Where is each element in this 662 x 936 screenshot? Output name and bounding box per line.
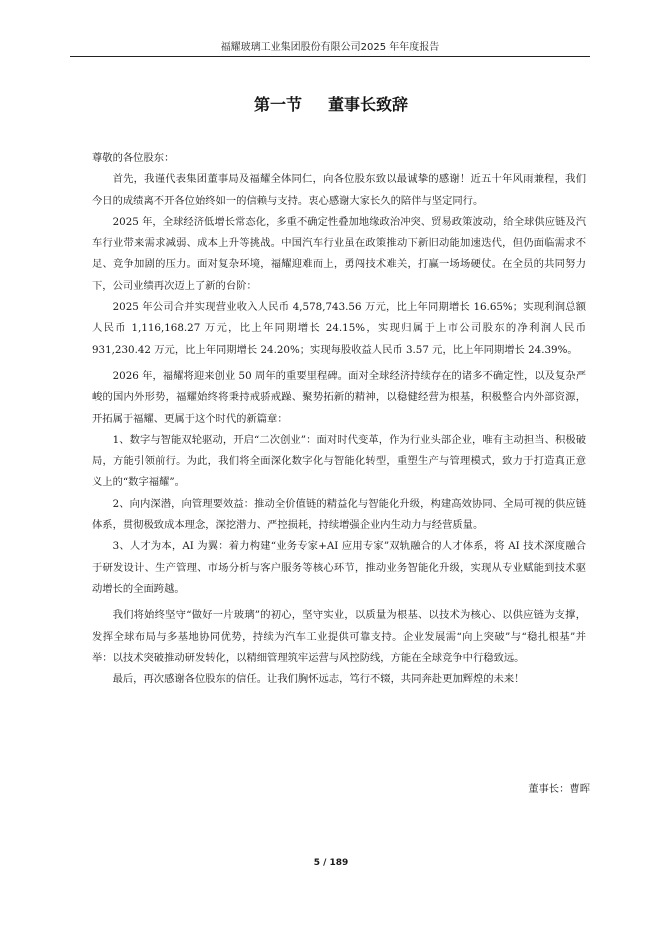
section-number: 第一节 <box>253 95 302 114</box>
paragraph-closing: 最后，再次感谢各位股东的信任。让我们胸怀远志，笃行不辍，共同奔赴更加辉煌的未来！ <box>112 673 525 686</box>
paragraph-point-3: 3、人才为本，AI 为翼：着力构建“业务专家+AI 应用专家”双轨融合的人才体系，将 AI 技术深度融合于研发设计、生产管理、市场分析与客户服务等核心环节，推动业务智能化升级，实现从专业赋能到技术驱动增长的全面跨越。 <box>92 540 586 595</box>
paragraph-commitment: 我们将始终坚守“做好一片玻璃”的初心，坚守实业，以质量为根基、以技术为核心、以供应链为支撑，发挥全球布局与多基地协同优势，持续为汽车工业提供可靠支持。企业发展需“向上突破”与“稳扎根基”并举：以技术突破推动研发转化，以精细管理筑牢运营与风控防线，方能在全球竞争中行稳致远。 <box>92 609 586 664</box>
paragraph-point-2: 2、向内深潜，向管理要效益：推动全价值链的精益化与智能化升级，构建高效协同、全局可视的供应链体系，贯彻极致成本理念，深挖潜力、严控损耗，持续增强企业内生动力与经营质量。 <box>92 497 586 532</box>
paragraph-results: 2025 年公司合并实现营业收入人民币 4,578,743.56 万元，比上年同期增长 16.65%；实现利润总额人民币 1,116,168.27 万元，比上年同期增长 24.15%，实现归属于上市公司股东的净利润人民币 931,230.42 万元，比上年同期增长 24.20%；实现每股收益人民币 3.57 元，比上年同期增长 24.39%。 <box>92 301 586 356</box>
letter-body <box>92 148 586 690</box>
signature: 董事长：曹晖 <box>528 783 590 795</box>
paragraph-environment: 2025 年，全球经济低增长常态化，多重不确定性叠加地缘政治冲突、贸易政策波动，给全球供应链及汽车行业带来需求减弱、成本上升等挑战。中国汽车行业虽在政策推动下新旧动能加速迭代，但仍面临需求不足、竞争加剧的压力。面对复杂环境，福耀迎难而上，勇闯技术难关，打赢一场场硬仗。在全员的共同努力下，公司业绩再次迈上了新的台阶： <box>92 215 586 292</box>
paragraph-thanks: 首先，我谨代表集团董事局及福耀全体同仁，向各位股东致以最诚挚的感谢！近五十年风雨兼程，我们今日的成绩离不开各位始终如一的信赖与支持。衷心感谢大家长久的陪伴与坚定同行。 <box>92 173 586 207</box>
page-title <box>0 92 662 115</box>
salutation: 尊敬的各位股东： <box>92 152 175 164</box>
paragraph-point-1: 1、数字与智能双轮驱动，开启“二次创业”：面对时代变革，作为行业头部企业，唯有主动担当、积极破局，方能引领前行。为此，我们将全面深化数字化与智能化转型，重塑生产与管理模式，致力于打造真正意义上的“数字福耀”。 <box>92 433 586 489</box>
paragraph-outlook: 2026 年，福耀将迎来创业 50 周年的重要里程碑。面对全球经济持续存在的诸多不确定性，以及复杂严峻的国内外形势，福耀始终将秉持戒骄戒躁、聚势拓新的精神，以稳健经营为根基，积极整合内外部资源，开拓属于福耀、更属于这个时代的新篇章： <box>92 369 586 425</box>
section-name: 董事长致辞 <box>328 95 409 114</box>
report-header: 福耀玻璃工业集团股份有限公司2025 年年度报告 <box>70 38 590 57</box>
page-number: 5 / 189 <box>313 858 349 868</box>
